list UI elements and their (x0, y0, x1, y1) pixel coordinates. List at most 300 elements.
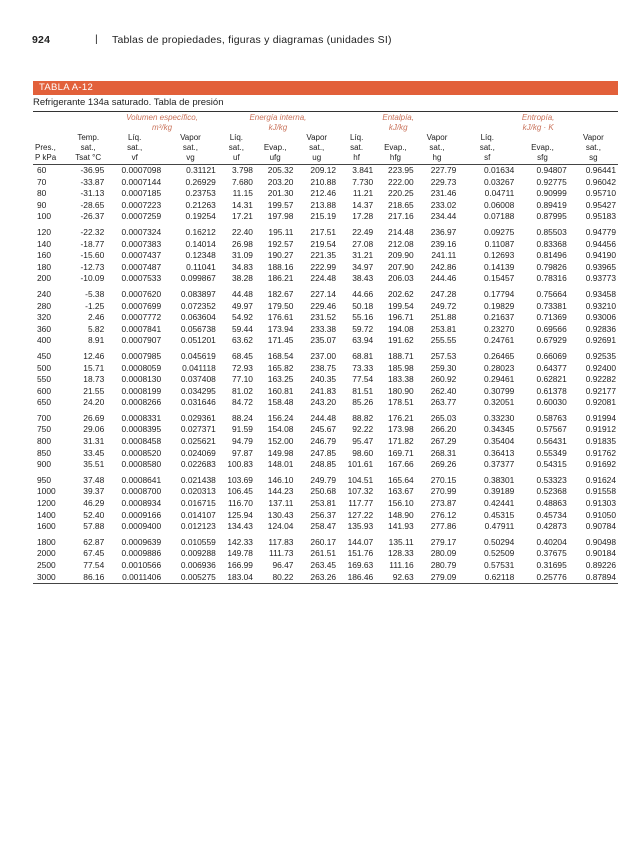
table-cell: 200 (37, 273, 51, 284)
col-header-hg: Vapor (426, 133, 448, 142)
table-cell: 209.90 (388, 250, 414, 261)
table-cell: 29.06 (83, 424, 105, 435)
table-row (33, 486, 618, 498)
table-cell: 234.44 (430, 211, 457, 222)
table-cell: 280.09 (430, 548, 457, 559)
table-cell: 0.14139 (483, 261, 515, 272)
table-cell: 0.17794 (483, 288, 515, 299)
table-cell: 0.93006 (585, 312, 616, 323)
table-cell: 268.31 (430, 447, 457, 458)
table-cell: 0.0010566 (121, 560, 162, 570)
col-header-vf: Líq. (128, 133, 142, 142)
table-cell: 0.25776 (516, 572, 568, 584)
table-cell: 600 (37, 385, 51, 396)
table-cell: 142.33 (227, 536, 253, 547)
table-cell: 59.44 (231, 323, 253, 334)
table-row (33, 262, 618, 274)
table-cell: 280.79 (430, 560, 457, 570)
table-cell: 237.00 (310, 350, 337, 361)
table-cell: 154.08 (267, 424, 294, 435)
table-cell: 0.91994 (585, 412, 616, 423)
table-cell: 103.69 (227, 474, 253, 485)
table-cell: 0.36413 (483, 447, 515, 458)
table-cell: 0.93773 (585, 273, 616, 284)
table-cell: -5.38 (85, 288, 105, 299)
table-cell: 31.31 (83, 436, 105, 447)
table-cell: 400 (37, 335, 51, 346)
table-row (33, 510, 618, 522)
table-cell: 0.15457 (483, 273, 515, 284)
table-cell: 38.43 (352, 273, 374, 284)
table-cell: 0.92400 (585, 362, 616, 373)
col-sub-sfg: Evap., (531, 143, 554, 152)
table-cell: 134.43 (227, 521, 253, 532)
table-cell: 81.51 (352, 385, 374, 396)
table-cell: 270.99 (430, 486, 457, 497)
table-cell: -26.37 (80, 211, 105, 222)
table-cell: 1000 (37, 486, 56, 497)
table-cell: 98.60 (352, 447, 374, 458)
table-cell: -31.13 (80, 188, 105, 199)
table-cell: 240 (37, 288, 51, 299)
table-cell: 212.08 (388, 238, 414, 249)
table-cell: 212.46 (310, 188, 337, 199)
table-cell: 7.730 (352, 176, 374, 187)
table-cell: 0.60030 (536, 397, 567, 408)
col-header-uf: Líq. (229, 133, 244, 142)
table-cell: 0.21637 (483, 312, 515, 323)
table-cell: 0.92775 (536, 176, 567, 187)
table-cell: 63.62 (231, 335, 253, 346)
table-cell: 0.28023 (483, 362, 515, 373)
table-cell: 88.24 (231, 412, 253, 423)
col-sym-ufg: ufg (255, 153, 295, 165)
table-cell: 220.25 (388, 188, 414, 199)
table-row (33, 188, 618, 200)
table-cell: 27.08 (352, 238, 374, 249)
table-row (33, 424, 618, 436)
table-cell: 171.82 (388, 436, 414, 447)
table-row (33, 521, 618, 533)
table-cell: 0.23270 (483, 323, 515, 334)
table-cell: 320 (37, 312, 51, 323)
col-sub-temp: sat., (80, 143, 96, 152)
table-cell: 1200 (37, 498, 56, 509)
table-cell: 176.21 (388, 412, 414, 423)
table-cell: 231.52 (310, 312, 337, 323)
table-cell: 60 (37, 165, 47, 175)
table-cell: 253.81 (430, 323, 457, 334)
col-sub-vg: sat., (182, 143, 198, 152)
table-cell: -28.65 (80, 199, 105, 210)
col-sym-sf: sf (458, 153, 516, 165)
table-cell: 249.72 (430, 300, 457, 311)
table-cell: 0.010559 (180, 536, 216, 547)
table-cell: 0.87995 (536, 211, 567, 222)
table-cell: 86.16 (70, 572, 106, 584)
table-row (33, 397, 618, 409)
table-cell: 80 (37, 188, 47, 199)
table-cell: 750 (37, 424, 51, 435)
table-cell: 92.63 (375, 572, 415, 584)
table-cell: 0.93210 (585, 300, 616, 311)
table-cell: 700 (37, 412, 51, 423)
table-cell: 218.65 (388, 199, 414, 210)
table-cell: 0.94807 (536, 165, 567, 175)
table-cell: 178.51 (388, 397, 414, 408)
table-cell: 18.73 (83, 374, 105, 385)
table-cell: 0.0008641 (121, 474, 162, 485)
table-cell: 186.46 (338, 572, 375, 584)
table-cell: 39.37 (83, 486, 105, 497)
col-sub-vf: sat., (127, 143, 143, 152)
table-cell: 31.21 (352, 250, 374, 261)
table-cell: 0.92836 (585, 323, 616, 334)
table-row (33, 301, 618, 313)
table-cell: 0.025621 (180, 436, 216, 447)
table-cell: 14.37 (352, 199, 374, 210)
table-cell: 0.0008700 (121, 486, 162, 497)
table-cell: 222.99 (310, 261, 337, 272)
table-cell: 67.45 (83, 548, 105, 559)
table-cell: 33.45 (83, 447, 105, 458)
table-cell: 0.0007259 (121, 211, 162, 222)
table-cell: 68.81 (352, 350, 374, 361)
table-cell: 185.98 (388, 362, 414, 373)
table-cell: 0.52368 (536, 486, 567, 497)
table-cell: 0.037408 (180, 374, 216, 385)
table-cell: 227.79 (430, 165, 457, 175)
table-cell: 257.53 (430, 350, 457, 361)
table-cell: 235.07 (310, 335, 337, 346)
table-row (33, 409, 618, 425)
table-cell: 0.71369 (536, 312, 567, 323)
table-cell: 0.24761 (483, 335, 515, 346)
table-cell: -15.60 (80, 250, 105, 261)
table-cell: 197.98 (267, 211, 294, 222)
table-cell: 247.28 (430, 288, 457, 299)
table-cell: 0.14014 (185, 238, 216, 249)
table-cell: 263.26 (295, 572, 338, 584)
table-cell: 500 (37, 362, 51, 373)
col-sub-hfg: Evap., (384, 143, 407, 152)
table-cell: 214.48 (388, 226, 414, 237)
table-cell: 100 (37, 211, 51, 222)
col-sym-hfg: hfg (375, 153, 415, 165)
table-cell: 0.78316 (536, 273, 567, 284)
table-cell: 0.26465 (483, 350, 515, 361)
table-cell: 0.024069 (180, 447, 216, 458)
table-cell: 0.0007185 (121, 188, 162, 199)
col-sub-ufg: Evap., (263, 143, 287, 152)
table-cell: 0.95710 (585, 188, 616, 199)
col-sym-sg: sg (569, 153, 618, 165)
table-cell: 22.49 (352, 226, 374, 237)
table-cell: 0.009288 (180, 548, 216, 559)
table-cell: 0.91624 (585, 474, 616, 485)
table-cell: 243.20 (310, 397, 337, 408)
table-cell: 160 (37, 250, 51, 261)
col-sym-uf: uf (218, 153, 255, 165)
table-cell: 100.83 (227, 459, 253, 470)
table-cell: 80.22 (255, 572, 295, 584)
table-cell: 171.45 (267, 335, 294, 346)
table-cell: 0.021438 (180, 474, 216, 485)
table-cell: 0.0007437 (121, 250, 162, 261)
table-cell: 0.87894 (569, 572, 618, 584)
table-cell: 0.0007324 (121, 226, 162, 237)
table-cell: 0.0008059 (121, 362, 162, 373)
table-row (33, 200, 618, 212)
table-row (33, 363, 618, 375)
table-cell: 77.54 (352, 374, 374, 385)
table-cell: 0.91692 (585, 459, 616, 470)
table-cell: 262.40 (430, 385, 457, 396)
table-cell: 180.90 (388, 385, 414, 396)
table-cell: 0.39189 (483, 486, 515, 497)
table-cell: 0.014107 (180, 509, 216, 520)
table-cell: 0.91558 (585, 486, 616, 497)
table-cell: 0.0007841 (121, 323, 162, 334)
table-cell: 0.26929 (185, 176, 216, 187)
col-sym-hg: hg (416, 153, 459, 165)
table-cell: 202.62 (388, 288, 414, 299)
table-cell: 141.93 (388, 521, 414, 532)
table-cell: 247.85 (310, 447, 337, 458)
table-cell: 34.97 (352, 261, 374, 272)
table-cell: 0.93458 (585, 288, 616, 299)
table-cell: 63.94 (352, 335, 374, 346)
table-cell: 8.91 (87, 335, 105, 346)
table-cell: 107.32 (347, 486, 374, 497)
table-cell: 2000 (37, 548, 56, 559)
col-header-hf: Líq. (349, 133, 364, 142)
table-cell: 0.55349 (536, 447, 567, 458)
table-cell: 68.45 (231, 350, 253, 361)
table-cell: 209.12 (310, 165, 337, 175)
table-cell: 125.94 (227, 509, 253, 520)
table-cell: 11.15 (232, 188, 253, 199)
table-cell: 0.89419 (536, 199, 567, 210)
table-cell: 0.0008934 (121, 498, 162, 509)
col-sym-temp: Tsat °C (70, 153, 106, 165)
col-sub-uf: sat., (228, 143, 244, 152)
table-cell: 156.24 (267, 412, 294, 423)
table-cell: 0.022683 (180, 459, 216, 470)
table-cell: 0.91050 (585, 509, 616, 520)
table-cell: 152.00 (267, 436, 294, 447)
table-cell: 253.81 (310, 498, 337, 509)
table-cell: 241.11 (431, 250, 457, 261)
table-cell: 0.0007098 (121, 165, 162, 175)
table-cell: 127.22 (347, 509, 374, 520)
table-cell: 261.51 (310, 548, 337, 559)
table-cell: 52.40 (83, 509, 105, 520)
table-cell: 267.29 (430, 436, 457, 447)
table-row (33, 374, 618, 386)
table-cell: 258.47 (310, 521, 337, 532)
table-cell: 34.83 (231, 261, 253, 272)
table-cell: 259.30 (430, 362, 457, 373)
table-cell: -22.32 (80, 226, 105, 237)
table-cell: 130.43 (267, 509, 294, 520)
table-cell: 0.0007699 (121, 300, 162, 311)
table-cell: 222.00 (388, 176, 414, 187)
table-cell: 0.012123 (180, 521, 216, 532)
table-cell: 0.47911 (484, 521, 515, 532)
table-cell: 0.53323 (536, 474, 567, 485)
table-row (33, 471, 618, 487)
table-cell: 240.35 (310, 374, 337, 385)
table-cell: 195.11 (268, 226, 294, 237)
table-cell: 183.04 (218, 572, 255, 584)
table-cell: 0.056738 (180, 323, 216, 334)
table-cell: 62.87 (83, 536, 105, 547)
table-cell: 227.14 (310, 288, 337, 299)
table-cell: 0.0008266 (121, 397, 162, 408)
column-header-row-2 (33, 143, 618, 153)
table-cell: 173.98 (388, 424, 414, 435)
table-cell: 0.33230 (483, 412, 515, 423)
col-sub-sf: sat., (479, 143, 495, 152)
col-sym-sfg: sfg (516, 153, 568, 165)
table-cell: 124.04 (267, 521, 294, 532)
table-cell: 148.01 (267, 459, 294, 470)
col-header-sg: Vapor (582, 133, 604, 142)
table-cell: 0.11041 (186, 261, 216, 272)
table-cell: 273.87 (430, 498, 457, 509)
table-cell: 35.51 (83, 459, 105, 470)
table-cell: 0.34345 (483, 424, 515, 435)
table-cell: 146.10 (267, 474, 294, 485)
table-cell: 0.01634 (483, 165, 515, 175)
col-header-temp: Temp. (77, 133, 100, 142)
table-cell: 0.90999 (536, 188, 567, 199)
table-row (33, 273, 618, 285)
table-cell: 0.67929 (536, 335, 567, 346)
table-cell: 120 (37, 226, 51, 237)
table-cell: 0.0007487 (121, 261, 162, 272)
table-cell: 201.30 (267, 188, 294, 199)
table-cell: 233.38 (310, 323, 337, 334)
table-row (33, 533, 618, 549)
table-cell: 255.55 (430, 335, 457, 346)
table-cell: 0.099867 (180, 273, 216, 284)
table-cell: -12.73 (80, 261, 105, 272)
table-cell: 0.83368 (536, 238, 567, 249)
table-cell: 0.063604 (180, 312, 216, 323)
table-row (33, 386, 618, 398)
table-cell: 0.0007985 (121, 350, 162, 361)
table-cell: 0.85503 (536, 226, 567, 237)
table-cell: 0.40204 (536, 536, 567, 547)
table-cell: 0.89226 (585, 560, 616, 570)
table-row (33, 448, 618, 460)
table-cell: 144.07 (347, 536, 374, 547)
table-cell: 0.56431 (536, 436, 567, 447)
table-cell: 0.50294 (483, 536, 515, 547)
table-cell: 0.29461 (483, 374, 515, 385)
table-cell: 223.95 (388, 165, 414, 175)
table-cell: 0.90498 (585, 536, 616, 547)
table-cell: 1400 (37, 509, 56, 520)
group-header-entropy: Entropía, (521, 113, 555, 122)
table-cell: 0.09275 (483, 226, 515, 237)
table-cell: 244.46 (430, 273, 457, 284)
table-cell: 950 (37, 474, 51, 485)
table-cell: 91.59 (231, 424, 253, 435)
table-cell: 0.04711 (484, 188, 515, 199)
table-cell: 0.57567 (536, 424, 567, 435)
table-cell: 0.0009166 (121, 509, 162, 520)
table-cell: 165.82 (267, 362, 294, 373)
table-cell: 0.07188 (483, 211, 515, 222)
table-cell: 650 (37, 397, 51, 408)
table-cell: 217.16 (388, 211, 414, 222)
table-cell: 0.90184 (585, 548, 616, 559)
table-cell: 0.020313 (180, 486, 216, 497)
table-cell: 280 (37, 300, 51, 311)
table-cell: 70 (37, 176, 47, 187)
table-cell: -1.25 (85, 300, 105, 311)
table-cell: 245.67 (310, 424, 337, 435)
table-cell: 249.79 (310, 474, 337, 485)
table-cell: 182.67 (267, 288, 294, 299)
table-cell: 199.54 (388, 300, 414, 311)
table-cell: 180 (37, 261, 51, 272)
table-cell: 550 (37, 374, 51, 385)
table-cell: 0.0007223 (121, 199, 162, 210)
unit-volume: m³/kg (152, 123, 173, 132)
col-sub-p: Pres., (35, 143, 56, 152)
table-cell: 163.25 (267, 374, 294, 385)
table-cell: 0.92535 (585, 350, 616, 361)
table-cell: 188.71 (388, 350, 414, 361)
col-header-ug: Vapor (306, 133, 328, 142)
table-cell: 277.86 (430, 521, 457, 532)
table-cell: 5.82 (87, 323, 105, 334)
table-cell: 0.57531 (483, 560, 515, 570)
table-cell: 0.31695 (536, 560, 567, 570)
table-number: TABLA A-12 (39, 82, 94, 93)
table-cell: 3000 (33, 572, 70, 584)
table-cell: 156.10 (388, 498, 414, 509)
table-cell: 224.48 (310, 273, 337, 284)
table-cell: 160.81 (267, 385, 294, 396)
table-row (33, 211, 618, 223)
table-cell: 117.83 (268, 536, 294, 547)
table-cell: 0.0011406 (106, 572, 163, 584)
table-cell: 0.91762 (585, 447, 616, 458)
table-row (33, 498, 618, 510)
table-row (33, 459, 618, 471)
table-cell: 0.034295 (180, 385, 216, 396)
table-cell: 0.0007533 (121, 273, 162, 284)
table-cell: 176.61 (267, 312, 294, 323)
table-row (33, 324, 618, 336)
table-cell: 72.93 (231, 362, 253, 373)
table-row (33, 223, 618, 239)
table-cell: 241.83 (310, 385, 337, 396)
table-cell: 0.92282 (585, 374, 616, 385)
table-cell: 0.42441 (483, 498, 515, 509)
col-sub-hf: sat. (350, 143, 364, 152)
table-cell: 144.23 (267, 486, 294, 497)
table-cell: 85.26 (352, 397, 374, 408)
table-cell: 206.03 (388, 273, 414, 284)
table-cell: 90 (37, 199, 47, 210)
table-cell: 2500 (37, 560, 56, 570)
